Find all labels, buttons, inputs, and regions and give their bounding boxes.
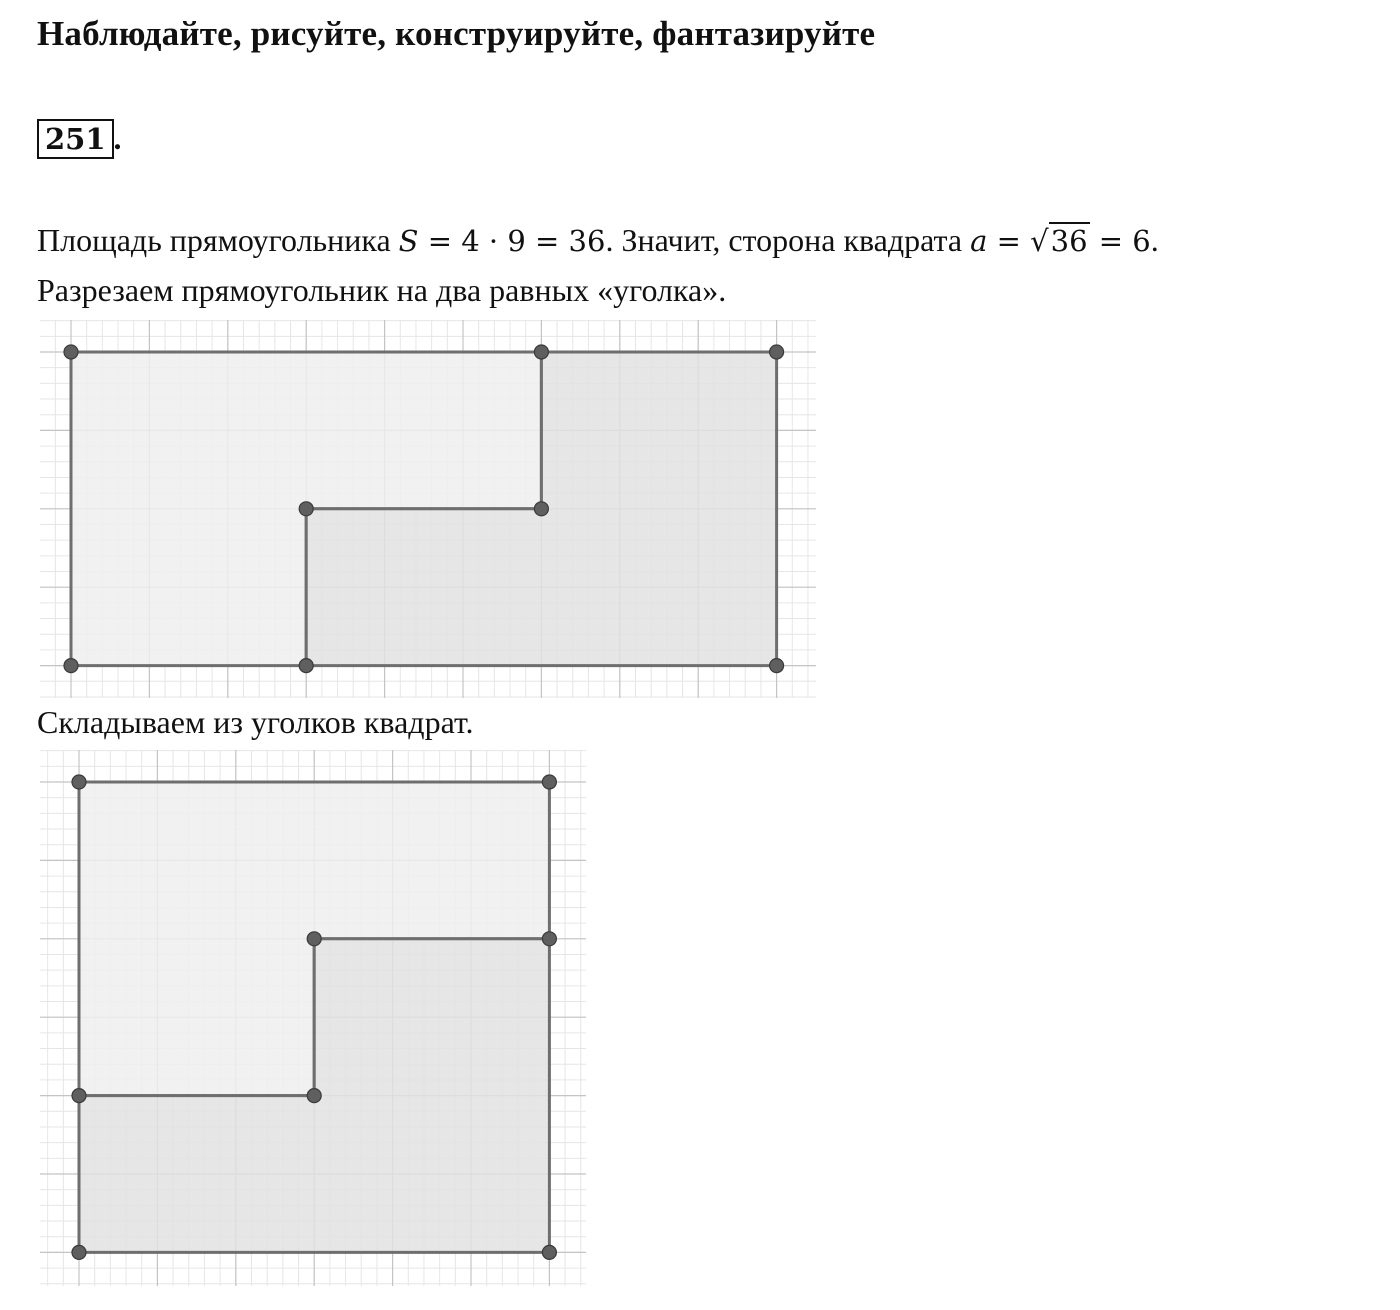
- rectangle-cut-figure: [40, 320, 816, 698]
- text-side-label: . Значит, сторона квадрата: [605, 222, 971, 258]
- vertex-point: [542, 775, 556, 789]
- vertex-point: [72, 1089, 86, 1103]
- vertex-point: [770, 659, 784, 673]
- solution-line-area: [37, 222, 1159, 259]
- task-number-box: 251: [37, 119, 114, 159]
- math-result: = 6: [1089, 224, 1151, 258]
- square-assembled-figure: [40, 750, 586, 1286]
- math-var-s: S: [398, 224, 419, 258]
- vertex-point: [534, 345, 548, 359]
- sqrt-radicand: 36: [1050, 224, 1088, 258]
- vertex-point: [534, 502, 548, 516]
- task-number: [37, 119, 122, 159]
- vertex-point: [770, 345, 784, 359]
- square-grid-svg: [40, 750, 586, 1286]
- section-heading: Наблюдайте, рисуйте, конструируйте, фантазируйте: [37, 14, 876, 53]
- vertex-point: [299, 502, 313, 516]
- vertex-point: [542, 1245, 556, 1259]
- vertex-point: [307, 932, 321, 946]
- math-equals: =: [987, 224, 1031, 258]
- text-area-label: Площадь прямоугольника: [37, 222, 399, 258]
- vertex-point: [64, 659, 78, 673]
- math-var-a: a: [970, 224, 988, 258]
- vertex-point: [307, 1089, 321, 1103]
- solution-line-square: Складываем из уголков квадрат.: [37, 704, 474, 740]
- math-area-expr: = 4 · 9 = 36: [418, 224, 606, 258]
- vertex-point: [64, 345, 78, 359]
- sqrt-expr: [1030, 222, 1089, 258]
- vertex-point: [299, 659, 313, 673]
- vertex-point: [72, 775, 86, 789]
- task-number-dot: .: [113, 120, 122, 156]
- sqrt-icon: √: [1030, 224, 1049, 258]
- text-period: .: [1150, 222, 1159, 258]
- solution-line-cut: Разрезаем прямоугольник на два равных «уголка».: [37, 272, 727, 308]
- vertex-point: [542, 932, 556, 946]
- rectangle-grid-svg: [40, 320, 816, 698]
- vertex-point: [72, 1245, 86, 1259]
